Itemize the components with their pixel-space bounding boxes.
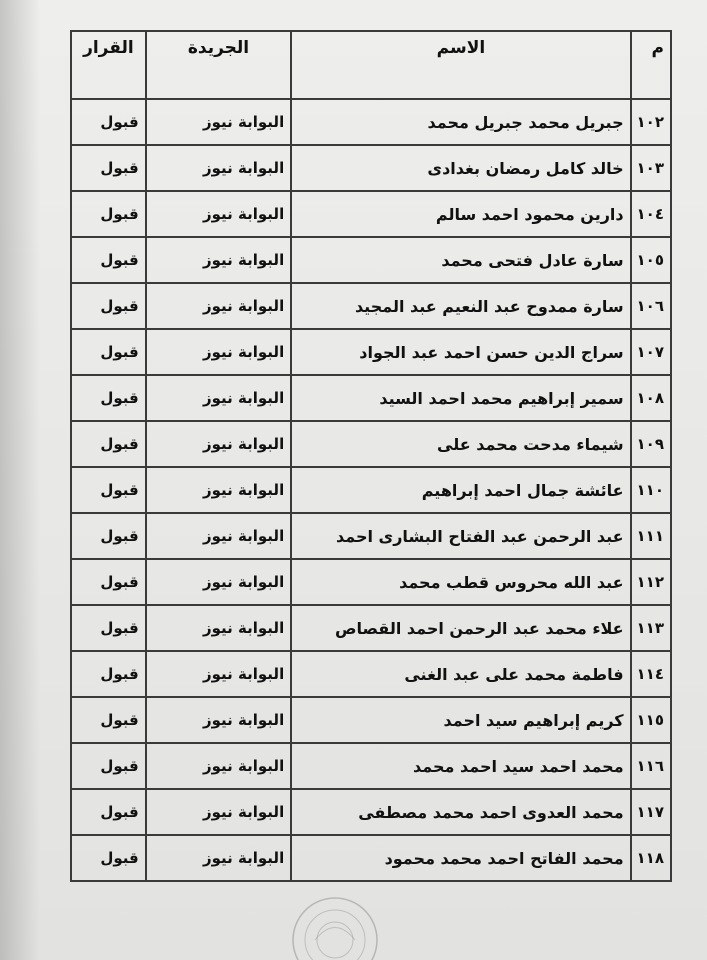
row-decision: قبول bbox=[71, 145, 146, 191]
row-decision: قبول bbox=[71, 605, 146, 651]
row-decision: قبول bbox=[71, 283, 146, 329]
row-decision: قبول bbox=[71, 329, 146, 375]
row-name: عائشة جمال احمد إبراهيم bbox=[291, 467, 630, 513]
table-row bbox=[71, 421, 671, 467]
row-paper: البوابة نيوز bbox=[146, 513, 291, 559]
row-decision: قبول bbox=[71, 237, 146, 283]
row-paper: البوابة نيوز bbox=[146, 421, 291, 467]
row-num: ١٠٣ bbox=[631, 145, 671, 191]
row-num: ١١٠ bbox=[631, 467, 671, 513]
page-shadow bbox=[0, 0, 40, 960]
row-decision: قبول bbox=[71, 375, 146, 421]
row-num: ١٠٧ bbox=[631, 329, 671, 375]
row-name: دارين محمود احمد سالم bbox=[291, 191, 630, 237]
row-name: محمد الفاتح احمد محمد محمود bbox=[291, 835, 630, 881]
row-paper: البوابة نيوز bbox=[146, 191, 291, 237]
table-row bbox=[71, 789, 671, 835]
row-name: سارة ممدوح عبد النعيم عبد المجيد bbox=[291, 283, 630, 329]
row-decision: قبول bbox=[71, 697, 146, 743]
table-row bbox=[71, 467, 671, 513]
row-decision: قبول bbox=[71, 513, 146, 559]
row-name: كريم إبراهيم سيد احمد bbox=[291, 697, 630, 743]
row-name: علاء محمد عبد الرحمن احمد القصاص bbox=[291, 605, 630, 651]
row-paper: البوابة نيوز bbox=[146, 283, 291, 329]
row-paper: البوابة نيوز bbox=[146, 145, 291, 191]
row-decision: قبول bbox=[71, 467, 146, 513]
row-decision: قبول bbox=[71, 743, 146, 789]
row-paper: البوابة نيوز bbox=[146, 605, 291, 651]
row-paper: البوابة نيوز bbox=[146, 375, 291, 421]
header-num: م bbox=[631, 31, 671, 99]
row-name: محمد العدوى احمد محمد مصطفى bbox=[291, 789, 630, 835]
row-num: ١٠٨ bbox=[631, 375, 671, 421]
row-paper: البوابة نيوز bbox=[146, 697, 291, 743]
row-num: ١٠٢ bbox=[631, 99, 671, 145]
row-num: ١١٦ bbox=[631, 743, 671, 789]
table-row bbox=[71, 743, 671, 789]
table-row bbox=[71, 99, 671, 145]
row-name: فاطمة محمد على عبد الغنى bbox=[291, 651, 630, 697]
row-decision: قبول bbox=[71, 835, 146, 881]
row-num: ١١٢ bbox=[631, 559, 671, 605]
row-num: ١١٣ bbox=[631, 605, 671, 651]
table-row bbox=[71, 237, 671, 283]
row-name: عبد الرحمن عبد الفتاح البشارى احمد bbox=[291, 513, 630, 559]
row-paper: البوابة نيوز bbox=[146, 651, 291, 697]
table-row bbox=[71, 513, 671, 559]
table-row bbox=[71, 651, 671, 697]
table-row bbox=[71, 697, 671, 743]
header-paper: الجريدة bbox=[146, 31, 291, 99]
row-paper: البوابة نيوز bbox=[146, 789, 291, 835]
row-name: سمير إبراهيم محمد احمد السيد bbox=[291, 375, 630, 421]
table-row bbox=[71, 375, 671, 421]
table-row bbox=[71, 329, 671, 375]
table-row bbox=[71, 145, 671, 191]
table-row bbox=[71, 559, 671, 605]
header-name: الاسم bbox=[291, 31, 630, 99]
row-num: ١١٨ bbox=[631, 835, 671, 881]
row-num: ١١٥ bbox=[631, 697, 671, 743]
header-decision: القرار bbox=[71, 31, 146, 99]
row-paper: البوابة نيوز bbox=[146, 237, 291, 283]
row-decision: قبول bbox=[71, 559, 146, 605]
table-row bbox=[71, 191, 671, 237]
seal-stamp bbox=[275, 880, 395, 960]
table-row bbox=[71, 835, 671, 881]
row-paper: البوابة نيوز bbox=[146, 99, 291, 145]
row-name: جبريل محمد جبريل محمد bbox=[291, 99, 630, 145]
row-decision: قبول bbox=[71, 99, 146, 145]
row-paper: البوابة نيوز bbox=[146, 559, 291, 605]
row-name: شيماء مدحت محمد على bbox=[291, 421, 630, 467]
row-num: ١٠٥ bbox=[631, 237, 671, 283]
row-paper: البوابة نيوز bbox=[146, 743, 291, 789]
row-num: ١١١ bbox=[631, 513, 671, 559]
roster-table bbox=[70, 30, 672, 882]
row-num: ١٠٦ bbox=[631, 283, 671, 329]
table-row bbox=[71, 605, 671, 651]
row-decision: قبول bbox=[71, 421, 146, 467]
row-paper: البوابة نيوز bbox=[146, 329, 291, 375]
row-name: سارة عادل فتحى محمد bbox=[291, 237, 630, 283]
row-num: ١٠٩ bbox=[631, 421, 671, 467]
table-row bbox=[71, 283, 671, 329]
row-paper: البوابة نيوز bbox=[146, 467, 291, 513]
header-row bbox=[71, 31, 671, 99]
row-decision: قبول bbox=[71, 191, 146, 237]
row-decision: قبول bbox=[71, 651, 146, 697]
row-paper: البوابة نيوز bbox=[146, 835, 291, 881]
row-name: محمد احمد سيد احمد محمد bbox=[291, 743, 630, 789]
row-name: سراج الدين حسن احمد عبد الجواد bbox=[291, 329, 630, 375]
row-num: ١١٧ bbox=[631, 789, 671, 835]
row-num: ١١٤ bbox=[631, 651, 671, 697]
row-name: خالد كامل رمضان بغدادى bbox=[291, 145, 630, 191]
row-num: ١٠٤ bbox=[631, 191, 671, 237]
row-name: عبد الله محروس قطب محمد bbox=[291, 559, 630, 605]
row-decision: قبول bbox=[71, 789, 146, 835]
